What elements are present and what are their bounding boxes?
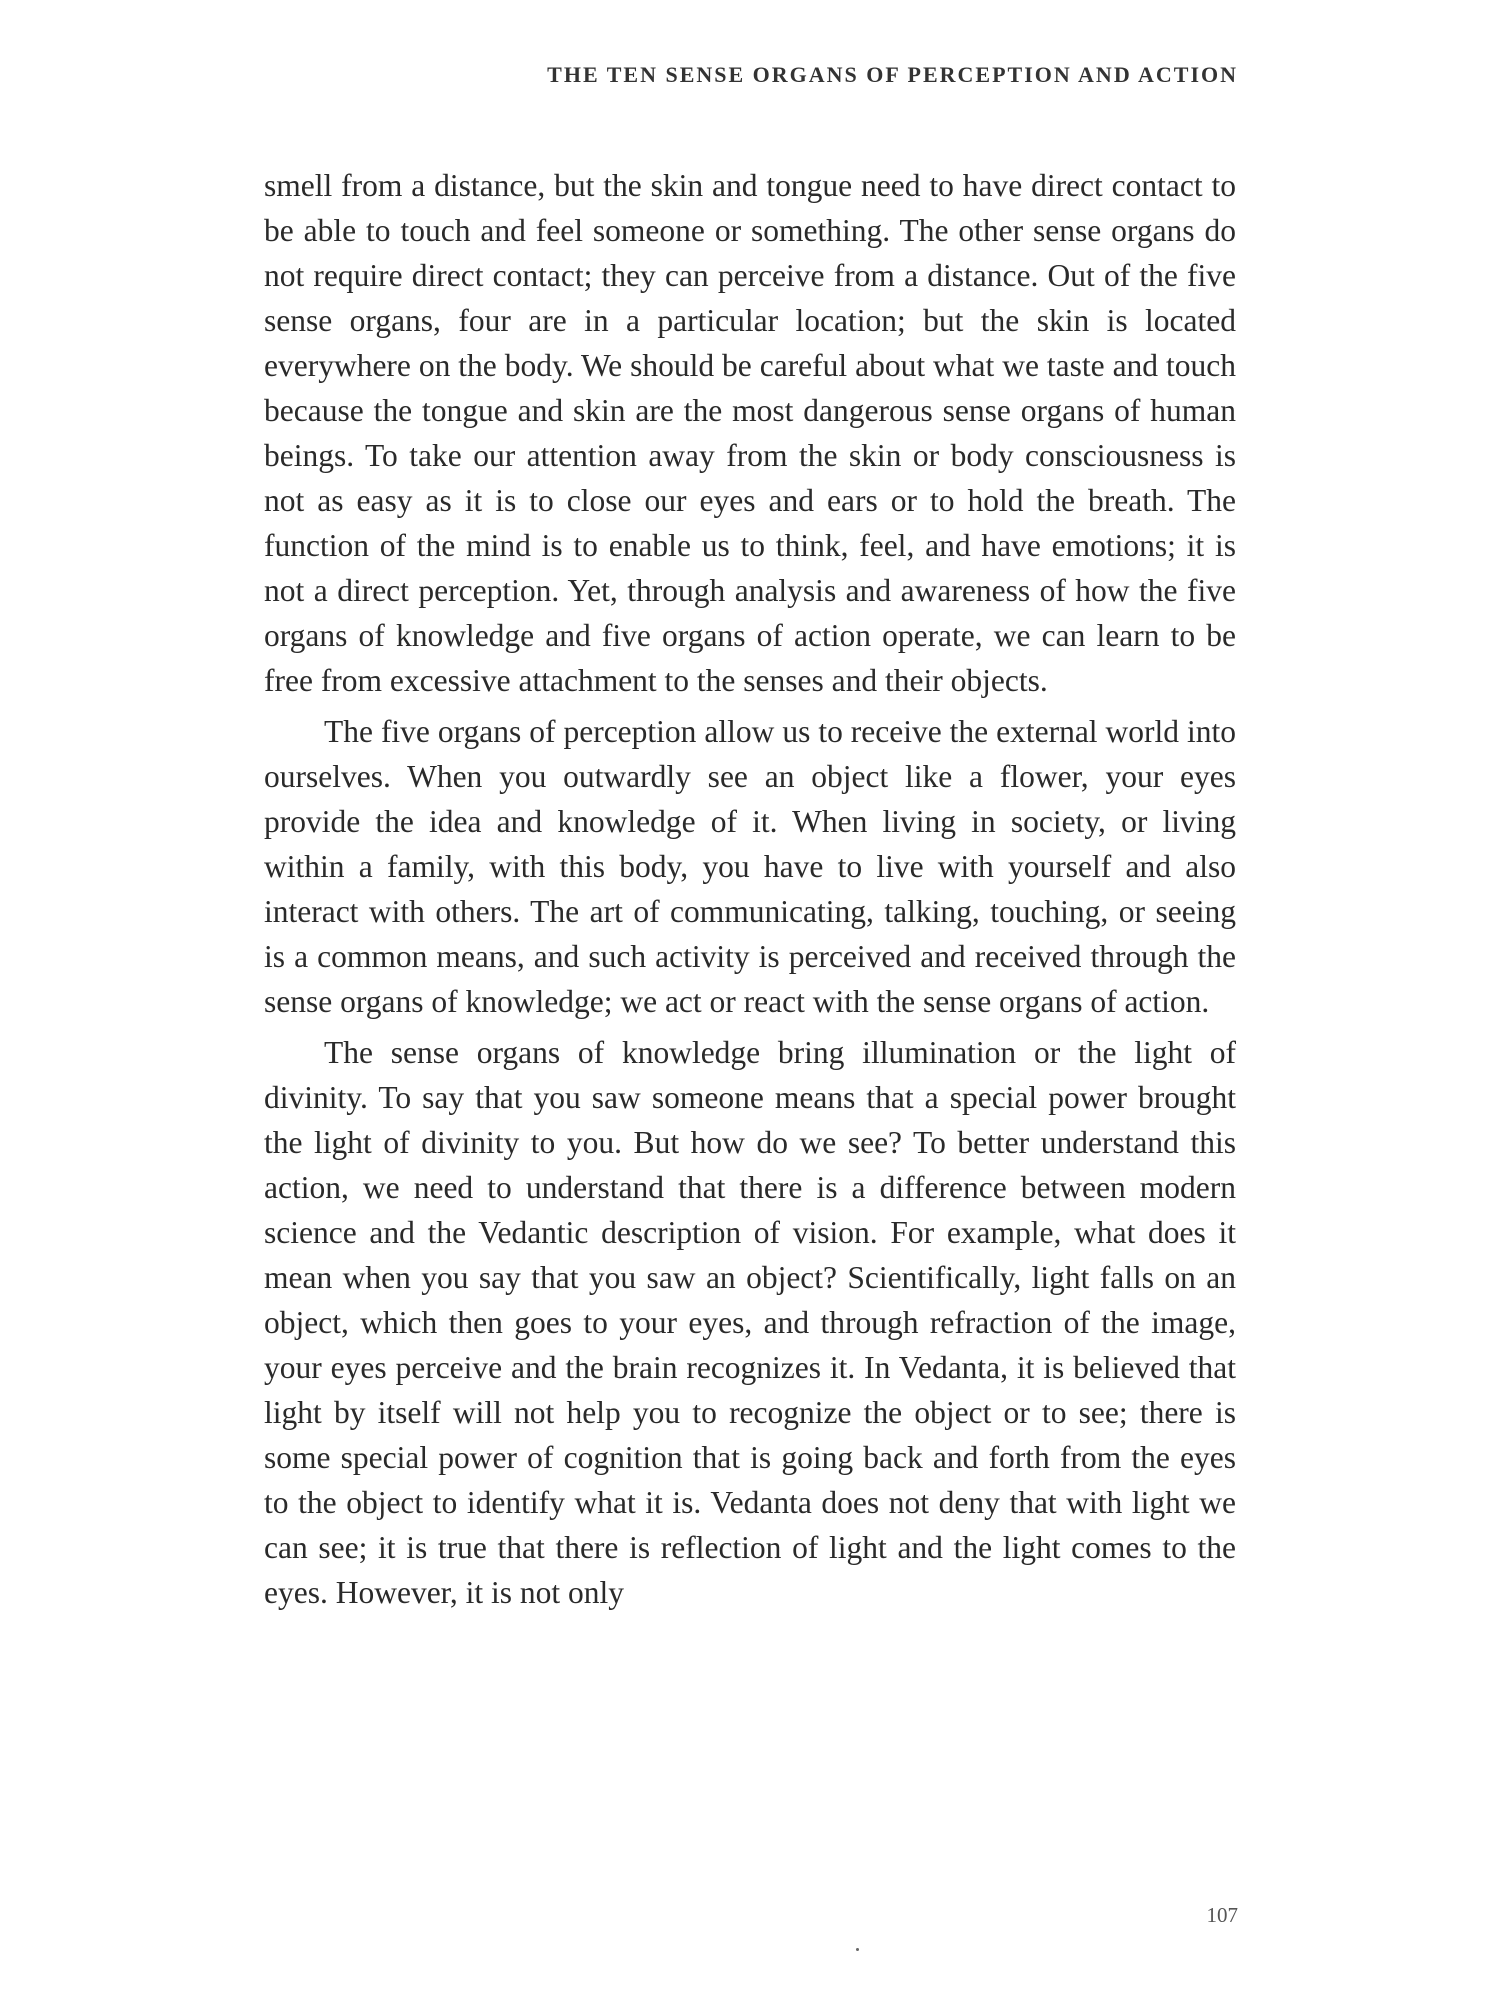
paragraph-continued: smell from a distance, but the skin and tongue need to have direct contact to be able to touch and feel someone or something. The other sense organs do not require direct contact; they can perceive from a distance. Out of the five sense organs, four are in a particular location; but the skin is located everywhere on the body. We should be careful about what we taste and touch because the tongue and skin are the most dangerous sense organs of human beings. To take our attention away from the skin or body consciousness is not as easy as it is to close our eyes and ears or to hold the breath. The function of the mind is to enable us to think, feel, and have emotions; it is not a direct perception. Yet, through analysis and awareness of how the five organs of knowledge and five organs of action operate, we can learn to be free from excessive attachment to the senses and their objects. [264, 168, 1236, 698]
page-number: 107 [1206, 1903, 1238, 1927]
paragraph-organs-of-knowledge: The sense organs of knowledge bring illumination or the light of divinity. To say that you saw someone means that a special power brought the light of divinity to you. But how do we see? To better understand this action, we need to understand that there is a difference between modern science and the Vedantic description of vision. For example, what does it mean when you say that you saw an object? Scientifically, light falls on an object, which then goes to your eyes, and through refraction of the image, your eyes perceive and the brain recognizes it. In Vedanta, it is believed that light by itself will not help you to recognize the object or to see; there is some special power of cognition that is going back and forth from the eyes to the object to identify what it is. Vedanta does not deny that with light we can see; it is true that there is reflection of light and the light comes to the eyes. However, it is not only [264, 1035, 1236, 1610]
scan-speck [856, 1948, 859, 1951]
body-text [264, 163, 1236, 1621]
running-head: THE TEN SENSE ORGANS OF PERCEPTION AND ACTION [547, 62, 1238, 87]
paragraph-organs-of-perception: The five organs of perception allow us to receive the external world into ourselves. When you outwardly see an object like a flower, your eyes provide the idea and knowledge of it. When living in society, or living within a family, with this body, you have to live with yourself and also interact with others. The art of communicating, talking, touching, or seeing is a common means, and such activity is perceived and received through the sense organs of knowledge; we act or react with the sense organs of action. [264, 714, 1236, 1019]
